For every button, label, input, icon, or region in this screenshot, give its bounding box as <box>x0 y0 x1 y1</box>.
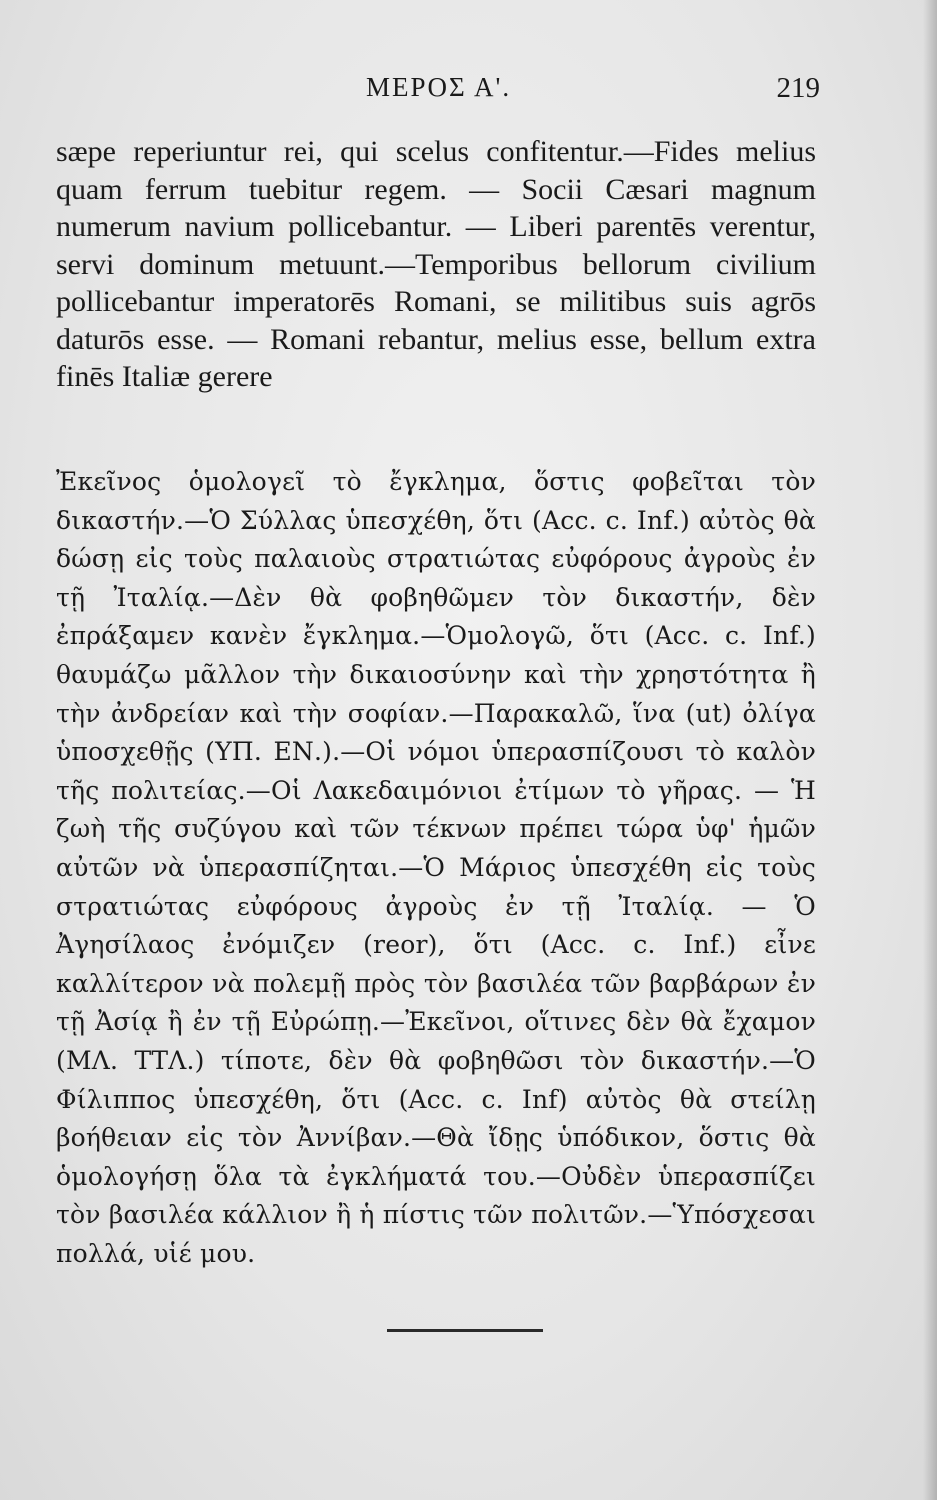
greek-exercise-text: Ἐκεῖνος ὁμολογεῖ τὸ ἔγκλημα, ὅστις φοβεῖται τὸν δικαστήν.—Ὁ Σύλλας ὑπεσχέθη, ὅτι (Acc. c. Inf.) αὐτὸς θὰ δώσῃ εἰς τοὺς παλαιοὺς στρατιώτας εὐφόρους ἀγροὺς ἐν τῇ Ἰταλίᾳ.—Δὲν θὰ φοβηθῶμεν τὸν δικαστήν, δὲν ἐπράξαμεν κανὲν ἔγκλημα.—Ὁμολογῶ, ὅτι (Acc. c. Inf.) θαυμάζω μᾶλλον τὴν δικαιοσύνην καὶ τὴν χρηστότητα ἢ τὴν ἀνδρείαν καὶ τὴν σοφίαν.—Παρακαλῶ, ἵνα (ut) ὀλίγα ὑποσχεθῇς (ΥΠ. ΕΝ.).—Οἱ νόμοι ὑπερασπίζουσι τὸ καλὸν τῆς πολιτείας.—Οἱ Λακεδαιμόνιοι ἐτίμων τὸ γῆρας. — Ἡ ζωὴ τῆς συζύγου καὶ τῶν τέκνων πρέπει τώρα ὑφ' ἡμῶν αὐτῶν νὰ ὑπερασπίζηται.—Ὁ Μάριος ὑπεσχέθη εἰς τοὺς στρατιώτας εὐφόρους ἀγροὺς ἐν τῇ Ἰταλίᾳ. — Ὁ Ἀγησίλαος ἐνόμιζεν (reor), ὅτι (Acc. c. Inf.) εἶνε καλλίτερον νὰ πολεμῇ πρὸς τὸν βασιλέα τῶν βαρβάρων ἐν τῇ Ἀσίᾳ ἢ ἐν τῇ Εὐρώπῃ.—Ἐκεῖνοι, οἵτινες δὲν θὰ ἔχαμον (ΜΛ. ΤΤΛ.) τίποτε, δὲν θὰ φοβηθῶσι τὸν δικαστήν.—Ὁ Φίλιππος ὑπεσχέθη, ὅτι (Acc. c. Inf) αὐτὸς θὰ στείλῃ βοήθειαν εἰς τὸν Ἀννίβαν.—Θὰ ἴδῃς ὑπόδικον, ὅστις θὰ ὁμολογήσῃ ὅλα τὰ ἐγκλήματά του.—Οὐδὲν ὑπερασπίζει τὸν βασιλέα κάλλιον ἢ ἡ πίστις τῶν πολιτῶν.—Ὑπόσχεσαι πολλά, υἱέ μου. <box>56 467 816 1268</box>
page-edge-shadow <box>923 0 937 1500</box>
latin-exercise-text: sæpe reperiuntur rei, qui scelus confitentur.—Fides melius quam ferrum tuebitur regem. — Socii Cæsari magnum numerum navium pollicebantur. — Liberi parentēs verentur, servi dominum metuunt.—Temporibus bellorum civilium pollicebantur imperatorēs Romani, se militibus suis agrōs daturōs esse. — Romani rebantur, melius esse, bellum extra finēs Italiæ gerere <box>56 135 816 393</box>
running-head-title: ΜΕΡΟΣ Α'. <box>366 72 512 102</box>
section-end-rule <box>387 1329 543 1332</box>
latin-exercise <box>56 133 816 396</box>
page-number: 219 <box>776 72 820 104</box>
running-head <box>60 72 820 112</box>
greek-exercise <box>56 463 816 1273</box>
